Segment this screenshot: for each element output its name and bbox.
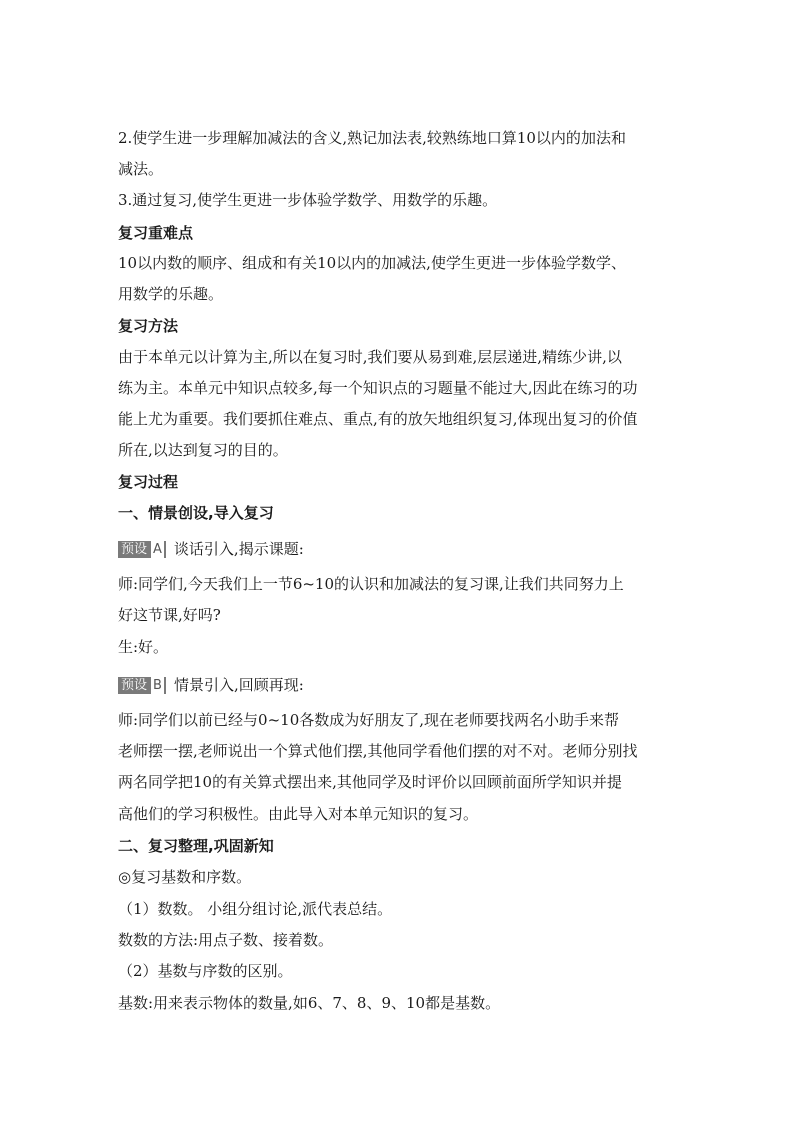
review-step-1: （1）数数。 小组分组讨论,派代表总结。: [118, 900, 393, 918]
goal-2-line-1: 2.使学生进一步理解加减法的含义,熟记加法表,较熟练地口算10以内的加法和: [118, 129, 626, 147]
preset-a-line: [118, 539, 304, 559]
preset-a-tag-label: 预设: [121, 542, 148, 557]
goal-2-line-2: 减法。: [118, 160, 164, 178]
counting-method: 数数的方法:用点子数、接着数。: [118, 931, 334, 949]
cardinal-definition: 基数:用来表示物体的数量,如6、7、8、9、10都是基数。: [118, 994, 501, 1012]
key-points-line-2: 用数学的乐趣。: [118, 285, 224, 303]
section-heading-key-points: 复习重难点: [118, 224, 194, 242]
dialogue-teacher-2-line-1: 师:同学们以前已经与0~10各数成为好朋友了,现在老师要找两名小助手来帮: [118, 711, 620, 729]
dialogue-teacher-1-line-1: 师:同学们,今天我们上一节6~10的认识和加减法的复习课,让我们共同努力上: [118, 575, 624, 593]
preset-a-text: 谈话引入,揭示课题:: [173, 540, 304, 558]
review-item: ◎复习基数和序数。: [118, 868, 252, 886]
section-heading-method: 复习方法: [118, 317, 179, 335]
subsection-heading-1: 一、情景创设,导入复习: [118, 504, 274, 522]
method-line-1: 由于本单元以计算为主,所以在复习时,我们要从易到难,层层递进,精练少讲,以: [118, 348, 622, 366]
preset-b-text: 情景引入,回顾再现:: [173, 676, 304, 694]
subsection-heading-2: 二、复习整理,巩固新知: [118, 837, 274, 855]
section-heading-process: 复习过程: [118, 473, 179, 491]
dialogue-teacher-1-line-2: 好这节课,好吗?: [118, 606, 221, 624]
preset-a-tag: [118, 541, 166, 558]
dialogue-teacher-2-line-2: 老师摆一摆,老师说出一个算式他们摆,其他同学看他们摆的对不对。老师分别找: [118, 742, 638, 760]
preset-b-line: [118, 675, 304, 695]
preset-a-tag-letter: A: [150, 541, 164, 558]
dialogue-teacher-2-line-3: 两名同学把10的有关算式摆出来,其他同学及时评价以回顾前面所学知识并提: [118, 773, 622, 791]
review-step-2: （2）基数与序数的区别。: [118, 962, 293, 980]
key-points-line-1: 10以内数的顺序、组成和有关10以内的加减法,使学生更进一步体验学数学、: [118, 254, 626, 272]
preset-b-tag-label: 预设: [121, 678, 148, 693]
method-line-3: 能上尤为重要。我们要抓住难点、重点,有的放矢地组织复习,体现出复习的价值: [118, 410, 638, 428]
goal-3: 3.通过复习,使学生更进一步体验学数学、用数学的乐趣。: [118, 191, 498, 209]
method-line-2: 练为主。本单元中知识点较多,每一个知识点的习题量不能过大,因此在练习的功: [118, 379, 638, 397]
dialogue-teacher-2-line-4: 高他们的学习积极性。由此导入对本单元知识的复习。: [118, 805, 479, 823]
dialogue-student: 生:好。: [118, 638, 169, 656]
preset-b-tag: [118, 677, 166, 694]
method-line-4: 所在,以达到复习的目的。: [118, 441, 288, 459]
preset-b-tag-letter: B: [150, 677, 164, 694]
